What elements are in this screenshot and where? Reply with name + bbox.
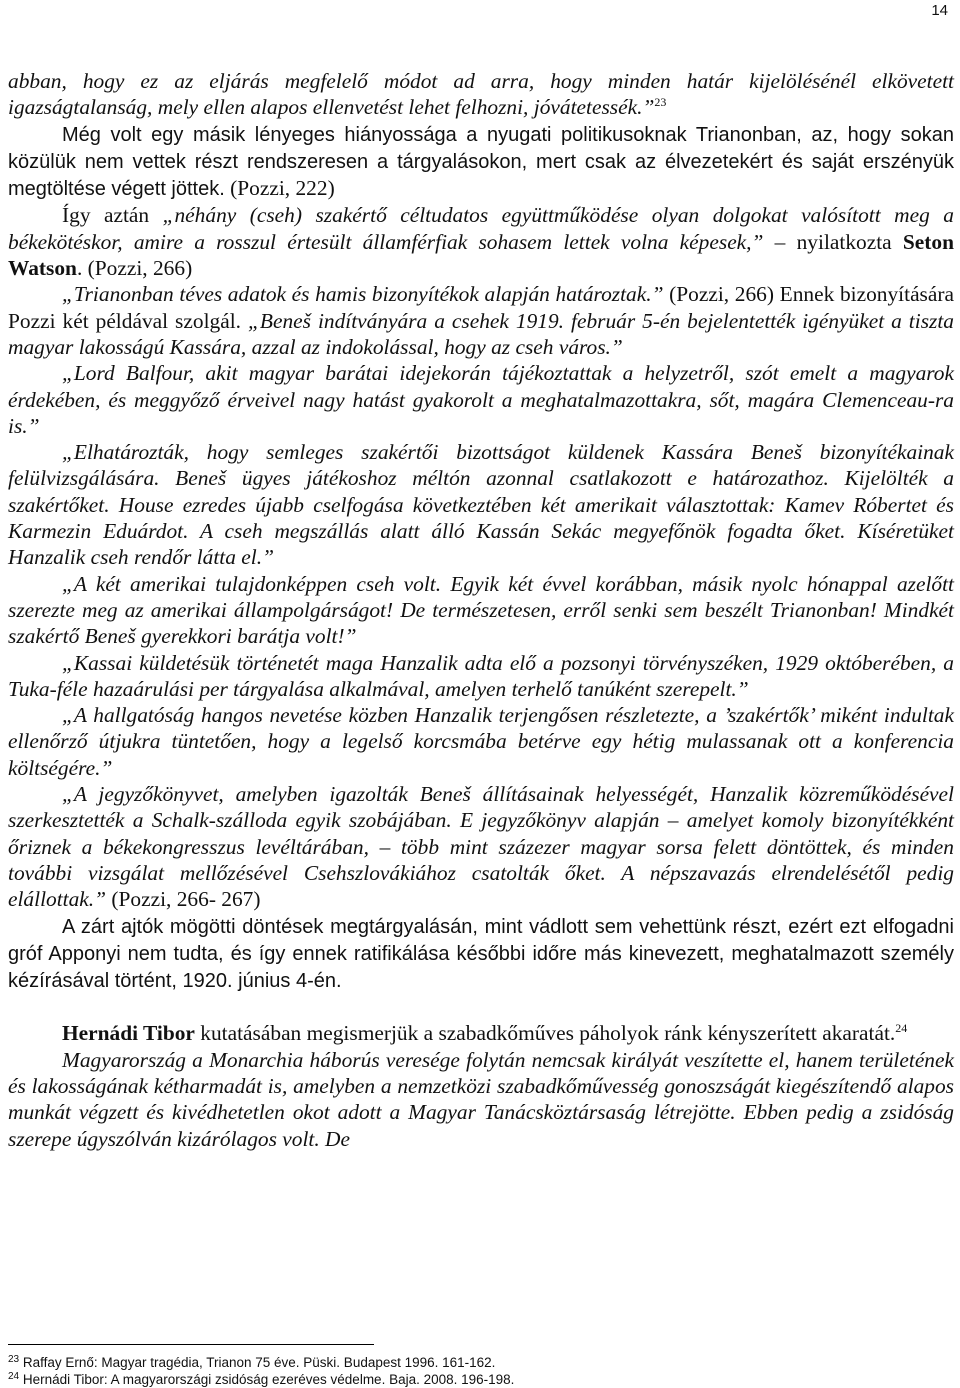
body-text [8, 68, 954, 1152]
text-segment: „Trianonban téves adatok és hamis bizonyítékok alapján határoztak.” [62, 282, 664, 307]
paragraph [8, 439, 954, 570]
paragraph [8, 913, 954, 995]
text-segment: Így aztán [62, 203, 163, 228]
footnote-ref: 23 [654, 95, 667, 110]
text-segment: Hernádi Tibor [62, 1021, 195, 1046]
paragraph [8, 121, 954, 203]
text-segment: Magyarország a Monarchia háborús veresége folytán nemcsak királyát veszítette el, hanem területének és lakosságának kétharmadát is, amelyben a nemzetközi szabadkőművesség gonoszságát kiegészítendő alapos munkát végzett és kivédhetetlen okot adott a Magyar Tanácsköztársaság létrejötte. Ebben pedig a zsidóság szerepe úgyszólván kizárólagos volt. De [8, 1047, 954, 1151]
text-segment: „néhány (cseh) szakértő céltudatos együttműködése olyan dolgokat valósított meg a békekötéskor, amire a rosszul értesült államférfiak sohasem lettek volna képesek,” [8, 203, 954, 254]
paragraph [8, 781, 954, 912]
text-segment: – nyilatkozta [763, 229, 903, 254]
text-segment: Seton Watson [8, 229, 954, 281]
paragraph [8, 650, 954, 703]
text-segment: (Pozzi, 222) [224, 176, 335, 201]
text-segment: (Pozzi, 266) Ennek bizonyítására Pozzi két példával szolgál. [8, 282, 954, 333]
paragraph-gap [8, 994, 954, 1020]
text-segment: A zárt ajtók mögötti döntések megtárgyalásán, mint vádlott sem vehettünk részt, ezért ezt elfogadni gróf Apponyi nem tudta, és így ennek ratifikálása későbbi időre más kinevezett, meghatalmazott személy kézírásával történt, 1920. június 4-én. [8, 915, 954, 993]
footnote-separator [8, 1344, 374, 1345]
footnote-text: Hernádi Tibor: A magyarországi zsidóság ezeréves védelme. Baja. 2008. 196-198. [22, 1372, 515, 1387]
paragraph [8, 360, 954, 439]
footnotes [8, 1354, 514, 1388]
text-segment: . (Pozzi, 266) [76, 256, 193, 281]
footnote-ref: 24 [895, 1021, 908, 1036]
paragraph [8, 202, 954, 281]
text-segment: kutatásában megismerjük a szabadkőműves páholyok ránk kényszerített akaratát. [194, 1021, 896, 1046]
text-segment: „Lord Balfour, akit magyar barátai idejekorán tájékoztattak a helyzetről, szót emelt a magyarok érdekében, és meggyőző érveivel nagy hatást gyakorolt a meghatalmazottakra, sőt, magára Clemenceau-ra is.” [8, 361, 954, 438]
text-segment: (Pozzi, 266- 267) [106, 887, 261, 912]
text-segment: „Kassai küldetésük történetét maga Hanzalik adta elő a pozsonyi törvényszéken, 1929 októberében, a Tuka-féle hazaárulási per tárgyalása alkalmával, amelyen terhelő tanúként szerepelt.” [8, 650, 954, 701]
footnote [8, 1371, 514, 1388]
text-segment: „A hallgatóság hangos nevetése közben Hanzalik terjengősen részletezte, a ’szakértők’ miként indultak ellenőrző útjukra tüntetően, hogy a legelső korcsmába betérve egy hétig mulassanak ott a konferencia költségére.” [8, 703, 954, 780]
paragraph [8, 68, 954, 121]
footnote-number: 24 [8, 1371, 20, 1382]
text-segment: „A jegyzőkönyvet, amelyben igazolták Beneš állításainak helyességét, Hanzalik közreműködésével szerkesztették a Schalk-szálloda egyik szobájában. E jegyzőkönyv alapján – amelyet komoly bizonyítékként őriznek a békekongresszus levéltárában, – több mint százezer magyar sorsa felett döntöttek, és minden további vizsgálat mellőzésével Csehszlovákiához csatolták őket. A népszavazás elrendelésétől pedig elállottak.” [8, 782, 954, 912]
footnote-text: Raffay Ernő: Magyar tragédia, Trianon 75 éve. Püski. Budapest 1996. 161-162. [22, 1355, 496, 1370]
footnote-number: 23 [8, 1354, 20, 1365]
paragraph [8, 571, 954, 650]
paragraph [8, 1020, 954, 1046]
footnote [8, 1354, 514, 1371]
text-segment: Még volt egy másik lényeges hiányossága a nyugati politikusoknak Trianonban, az, hogy sokan közülük nem vettek részt rendszeresen a tárgyalásokon, mert csak az élvezetekért és saját erszényük megtöltése végett jöttek. [8, 123, 954, 201]
text-segment: „Elhatározták, hogy semleges szakértői bizottságot küldenek Kassára Beneš bizonyítékainak felülvizsgálására. Beneš ügyes játékoshoz méltón azonnal csatlakozott e határozathoz. Kijelölték a szakértőket. House ezredes újabb cselfogása következtében két amerikait választottak: Kamev Róbertet és Karmezin Eduárdot. A cseh megszállás alatt álló Kassán Sekác megyefőnök fogadta őket. Kíséretüket Hanzalik cseh rendőr látta el.” [8, 440, 954, 570]
paragraph [8, 702, 954, 781]
text-segment: „A két amerikai tulajdonképpen cseh volt. Egyik két évvel korábban, másik nyolc hónappal azelőtt szerezte meg az amerikai állampolgárságot! De természetesen, erről senki sem beszélt Trianonban! Mindkét szakértő Beneš gyerekkori barátja volt!” [8, 571, 954, 649]
page-number: 14 [931, 2, 948, 19]
paragraph [8, 281, 954, 360]
text-segment: abban, hogy ez az eljárás megfelelő módot ad arra, hogy minden határ kijelölésénél elkövetett igazságtalanság, mely ellen alapos ellenvetést lehet felhozni, jóvátetessék.” [8, 69, 954, 120]
paragraph [8, 1047, 954, 1152]
text-segment: „Beneš indítványára a csehek 1919. február 5-én bejelentették igényüket a tiszta magyar lakosságú Kassára, azzal az indokolással, hogy az cseh város.” [8, 308, 954, 359]
